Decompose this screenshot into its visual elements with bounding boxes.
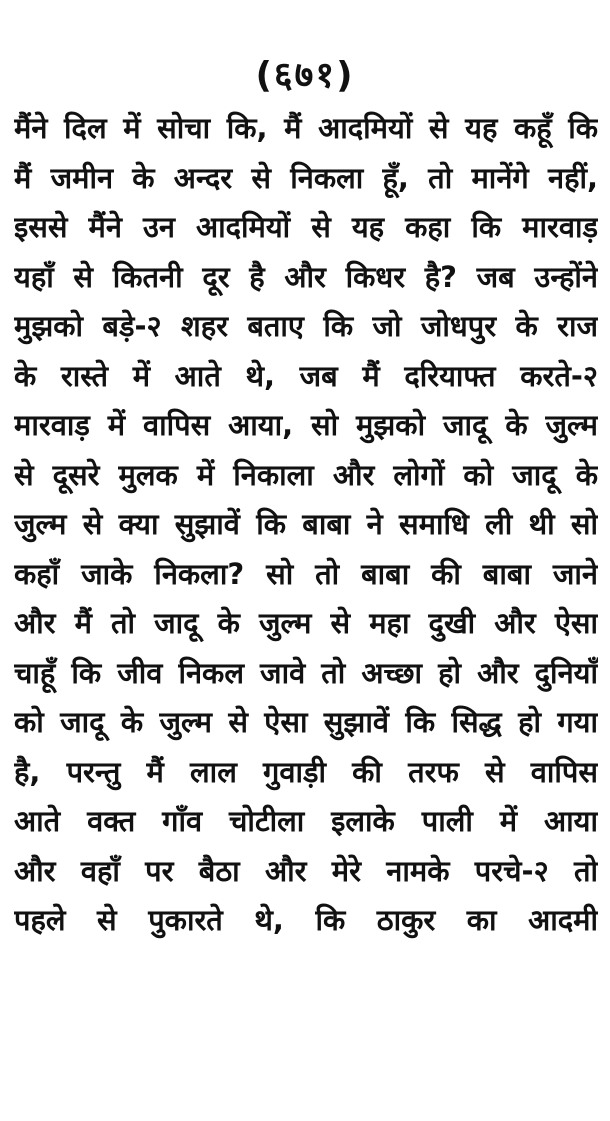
- text-line: पहले से पुकारते थे, कि ठाकुर का आदमी: [14, 903, 598, 937]
- text-line: को जादू के जुल्म से ऐसा सुझावें कि सिद्ध हो गया: [14, 705, 598, 739]
- text-line: कहाँ जाके निकला? सो तो बाबा की बाबा जाने: [14, 556, 598, 591]
- text-line: मारवाड़ में वापिस आया, सो मुझको जादू के जुल्म: [14, 408, 598, 442]
- text-line: आते वक्त गाँव चोटीला इलाके पाली में आया: [14, 804, 598, 838]
- page-number: (६७१): [255, 55, 355, 96]
- text-line: है, परन्तु मैं लाल गुवाड़ी की तरफ से वापिस: [14, 754, 598, 789]
- text-line: के रास्ते में आते थे, जब मैं दरियाफ्त करते-२: [14, 358, 598, 393]
- text-line: और वहाँ पर बैठा और मेरे नामके परचे-२ तो: [14, 853, 598, 888]
- text-line: यहाँ से कितनी दूर है और किधर है? जब उन्होंने: [14, 259, 598, 294]
- text-line: से दूसरे मुलक में निकाला और लोगों को जादू के: [14, 457, 598, 492]
- text-line: मैंने दिल में सोचा कि, मैं आदमियों से यह कहूँ कि: [14, 111, 598, 145]
- text-line: जुल्म से क्या सुझावें कि बाबा ने समाधि ली थी सो: [14, 507, 598, 541]
- text-line: और मैं तो जादू के जुल्म से महा दुखी और ऐसा: [14, 606, 598, 640]
- text-line: मुझको बड़े-२ शहर बताए कि जो जोधपुर के राज: [14, 309, 598, 343]
- text-line: इससे मैंने उन आदमियों से यह कहा कि मारवाड़: [14, 210, 598, 244]
- text-line: मैं जमीन के अन्दर से निकला हूँ, तो मानेंगे नहीं,: [14, 160, 598, 195]
- page-body-text: [14, 104, 598, 946]
- text-line: चाहूँ कि जीव निकल जावे तो अच्छा हो और दुनियाँ: [14, 655, 598, 690]
